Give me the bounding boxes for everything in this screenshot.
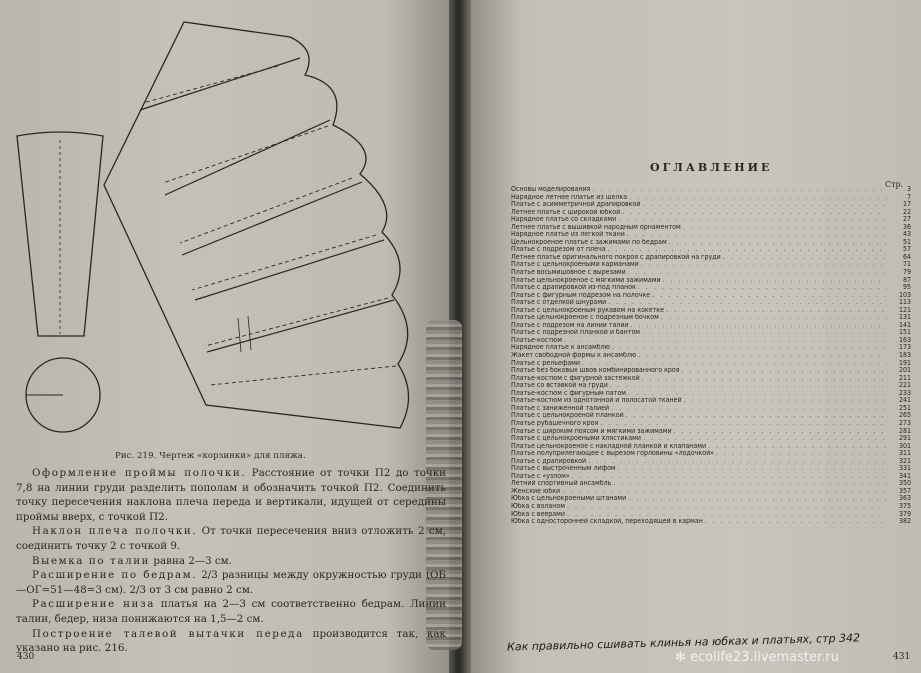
paragraph-text: Расстояние от точки П2 до точки 7,8 на линии груди разделить пополам и обозначить точкой П2. Соединить точку пересечения наклона плеча переда и вертикали, идущей от середины проймы вверх, с точкой П2.	[16, 467, 446, 523]
toc-entry-page: 321	[898, 457, 911, 465]
toc-entry	[511, 292, 911, 300]
toc-entry-page: 221	[898, 382, 911, 390]
toc-entry-page: 341	[898, 472, 911, 480]
toc-entry	[511, 344, 911, 352]
toc-leader-dots	[626, 412, 887, 420]
toc-leader-dots	[723, 254, 887, 262]
paragraph-text: равна 2—3 см.	[150, 554, 232, 567]
table-of-contents	[511, 186, 911, 526]
toc-entry-title: Платье с подрезом на линии талии	[511, 321, 629, 329]
toc-entry	[511, 443, 911, 451]
toc-entry	[511, 450, 911, 458]
toc-entry-title: Платье-костюм	[511, 336, 562, 344]
toc-entry-title: Жакет свободной формы к ансамблю	[511, 352, 637, 360]
toc-leader-dots	[663, 277, 887, 285]
toc-leader-dots	[682, 367, 887, 375]
handwritten-note: Как правильно сшивать клинья на юбках и платьях, стр 342	[506, 631, 861, 654]
toc-entry	[511, 209, 911, 217]
paragraph-text: От точки пересечения вниз отложить 2 см, соединить точку 2 с точкой 9.	[16, 525, 446, 552]
toc-leader-dots	[582, 360, 887, 368]
toc-entry	[511, 194, 911, 202]
paragraph-text: платья на 2—3 см соответственно бедрам. Линии талии, бедер, низа понижаются на 1,5—2 см.	[16, 598, 446, 625]
toc-leader-dots	[642, 375, 887, 383]
toc-entry-page: 121	[898, 306, 911, 314]
toc-entry-page: 95	[902, 284, 911, 292]
toc-entry-title: Нарядное платье к ансамблю	[511, 344, 610, 352]
toc-entry-title: Летнее платье с широкой юбкой	[511, 208, 621, 216]
toc-leader-dots	[628, 390, 887, 398]
body-text	[16, 466, 446, 656]
toc-entry-page: 163	[898, 336, 911, 344]
toc-leader-dots	[674, 428, 887, 436]
toc-entry-page: 71	[902, 261, 911, 269]
toc-entry	[511, 488, 911, 496]
pattern-drawing	[0, 0, 455, 460]
toc-entry	[511, 360, 911, 368]
toc-leader-dots	[643, 435, 887, 443]
toc-entry	[511, 495, 911, 503]
toc-leader-dots	[684, 397, 887, 405]
toc-entry	[511, 352, 911, 360]
toc-leader-dots	[600, 420, 887, 428]
toc-leader-dots	[628, 495, 887, 503]
toc-entry-title: Платье цельнокроеное с накладной планкой и клапанами	[511, 442, 707, 450]
toc-leader-dots	[642, 329, 887, 337]
toc-entry-page: 191	[898, 359, 911, 367]
toc-entry	[511, 511, 911, 519]
toc-entry-page: 43	[902, 231, 911, 239]
toc-entry	[511, 367, 911, 375]
toc-entry-page: 87	[902, 276, 911, 284]
toc-leader-dots	[611, 405, 887, 413]
toc-leader-dots	[641, 261, 887, 269]
toc-leader-dots	[661, 314, 887, 322]
paragraph-text: производится так, как указано на рис. 216.	[16, 627, 446, 655]
toc-entry	[511, 465, 911, 473]
toc-leader-dots	[631, 322, 887, 330]
toc-entry-page: 51	[902, 238, 911, 246]
paragraph-heading: Выемка по талии	[32, 554, 151, 567]
toc-leader-dots	[716, 450, 887, 458]
paragraph-heading: Расширение по бедрам.	[32, 569, 198, 582]
toc-entry	[511, 284, 911, 292]
paragraph-text: 2/3 разницы между окружностью груди (ОБ—ОГ=51—48=3 см). 2/3 от 3 см равно 2 см.	[16, 569, 446, 596]
toc-entry	[511, 480, 911, 488]
toc-entry-page: 375	[898, 502, 911, 510]
toc-entry-page: 22	[902, 208, 911, 216]
toc-entry-title: Платье с драпировкой из-под планок	[511, 284, 636, 292]
toc-leader-dots	[638, 284, 887, 292]
toc-entry-page: 357	[898, 487, 911, 495]
toc-entry-title: Платье цельнокроеное с подрезным бочком	[511, 314, 659, 322]
toc-leader-dots	[622, 209, 887, 217]
toc-entry-page: 79	[902, 269, 911, 277]
toc-entry-page: 36	[902, 223, 911, 231]
strip-pattern-piece	[17, 132, 103, 336]
toc-entry-title: Летнее платье с вышивкой народным орнаментом	[511, 223, 681, 231]
toc-entry-title: Платье-костюм из однотонной и полосатой тканей	[511, 397, 682, 405]
toc-entry-page: 265	[898, 412, 911, 420]
paragraph	[16, 568, 446, 597]
toc-entry	[511, 201, 911, 209]
toc-entry-title: Нарядное платье из легкой ткани	[511, 231, 625, 239]
toc-leader-dots	[683, 224, 887, 232]
paragraph-heading: Оформление проймы полочки.	[32, 467, 247, 479]
paragraph	[16, 554, 446, 569]
paragraph	[16, 597, 446, 626]
toc-leader-dots	[564, 337, 887, 345]
toc-leader-dots	[628, 269, 887, 277]
toc-leader-dots	[669, 239, 887, 247]
toc-entry	[511, 314, 911, 322]
toc-entry	[511, 397, 911, 405]
toc-entry	[511, 261, 911, 269]
toc-entry-title: Платье с цельнокроеными карманами	[511, 261, 639, 269]
toc-entry	[511, 412, 911, 420]
toc-entry-title: Платье с выстроченным лифом	[511, 465, 616, 473]
toc-leader-dots	[642, 201, 887, 209]
toc-entry	[511, 337, 911, 345]
watermark	[675, 650, 839, 665]
toc-entry	[511, 458, 911, 466]
toc-entry-page: 301	[898, 442, 911, 450]
toc-entry-page: 211	[898, 374, 911, 382]
toc-entry	[511, 322, 911, 330]
toc-entry-title: Платье с подрезом от плеча	[511, 246, 606, 254]
toc-entry-title: Цельнокроеное платье с зажимами по бедрам	[511, 238, 667, 246]
page-number-left: 430	[17, 652, 35, 662]
toc-entry-title: Основы моделирования	[511, 186, 591, 193]
toc-entry-page: 64	[902, 253, 911, 261]
toc-entry-title: Платье-костюм с фигурной застежкой	[511, 374, 640, 382]
toc-entry-title: Платье цельнокроеное с мягкими зажимами	[511, 276, 661, 284]
toc-entry-title: Платье рубашечного кроя	[511, 419, 599, 427]
toc-entry-title: Платье с драпировкой	[511, 457, 587, 465]
toc-leader-dots	[567, 503, 887, 511]
toc-entry	[511, 382, 911, 390]
toc-entry	[511, 269, 911, 277]
toc-entry-title: Нарядное платье со складками	[511, 216, 617, 224]
toc-entry-page: 382	[898, 518, 911, 526]
toc-entry-title: Платье полуприлегающее с вырезом горловины «лодочкой»	[511, 450, 715, 458]
toc-entry-page: 291	[898, 435, 911, 443]
toc-entry-page: 3	[906, 186, 911, 193]
toc-entry-title: Юбка с воланом	[511, 502, 565, 510]
toc-entry	[511, 246, 911, 254]
toc-entry-title: Юбка с цельнокроеными штанами	[511, 495, 627, 503]
toc-entry-page: 241	[898, 397, 911, 405]
toc-entry-title: Летнее платье оригинального покроя с драпировкой на груди	[511, 253, 721, 261]
toc-entry	[511, 224, 911, 232]
toc-entry	[511, 420, 911, 428]
toc-entry	[511, 428, 911, 436]
toc-entry-title: Женские юбки	[511, 487, 561, 495]
paragraph	[16, 627, 446, 656]
toc-entry-title: Платье с цельнокроеными хлястиками	[511, 435, 641, 443]
toc-entry-page: 141	[898, 321, 911, 329]
toc-entry-page: 131	[898, 314, 911, 322]
watermark-text: ecolife23.livemaster.ru	[690, 650, 839, 665]
toc-entry-title: Юбка с односторонней складкой, переходящей в карман	[511, 518, 703, 526]
toc-entry	[511, 503, 911, 511]
toc-leader-dots	[567, 511, 887, 519]
toc-entry	[511, 375, 911, 383]
paragraph	[16, 524, 446, 553]
toc-entry-title: Летний спортивный ансамбль	[511, 480, 612, 488]
toc-entry-title: Платье с фигурным подрезом на полочке	[511, 291, 651, 299]
toc-entry-title: Платье со вставкой на груди	[511, 382, 608, 390]
toc-page-column-label: Стр.	[885, 180, 904, 189]
toc-entry	[511, 473, 911, 481]
toc-leader-dots	[705, 518, 887, 526]
toc-entry-page: 363	[898, 495, 911, 503]
toc-entry	[511, 231, 911, 239]
toc-entry	[511, 186, 911, 194]
toc-leader-dots	[708, 443, 887, 451]
paragraph-heading: Наклон плеча полочки.	[32, 525, 198, 538]
toc-title: ОГЛАВЛЕНИЕ	[650, 161, 773, 174]
watermark-icon: ✻	[675, 650, 691, 665]
toc-leader-dots	[618, 465, 887, 473]
toc-entry-title: Платье с асимметричной драпировкой	[511, 201, 641, 209]
toc-entry-page: 233	[898, 389, 911, 397]
toc-entry-page: 281	[898, 427, 911, 435]
toc-entry	[511, 390, 911, 398]
toc-leader-dots	[638, 352, 887, 360]
toc-leader-dots	[572, 473, 887, 481]
toc-leader-dots	[629, 194, 887, 202]
toc-entry-title: Платье с «узлом»	[511, 472, 570, 480]
toc-entry-page: 113	[898, 299, 911, 307]
toc-entry-page: 17	[902, 201, 911, 209]
toc-entry-title: Платье без боковых швов комбинированного кроя	[511, 367, 680, 375]
toc-entry-page: 183	[898, 352, 911, 360]
toc-entry-title: Платье с подрезной планкой и бантом	[511, 329, 641, 337]
toc-leader-dots	[627, 231, 887, 239]
page-number-right: 431	[893, 652, 911, 662]
toc-entry	[511, 435, 911, 443]
toc-entry-page: 273	[898, 419, 911, 427]
paragraph	[16, 466, 446, 524]
toc-entry	[511, 518, 911, 526]
toc-entry-title: Платье с широким поясом и мягкими зажимами	[511, 427, 672, 435]
toc-entry-page: 201	[898, 367, 911, 375]
figure-caption: Рис. 219. Чертеж «корзинки» для пляжа.	[115, 451, 306, 461]
toc-entry-title: Платье с цельнокроеной планкой	[511, 412, 624, 420]
toc-leader-dots	[610, 382, 887, 390]
toc-entry	[511, 307, 911, 315]
toc-entry	[511, 239, 911, 247]
toc-entry-page: 151	[898, 329, 911, 337]
toc-entry-page: 103	[898, 291, 911, 299]
toc-entry	[511, 216, 911, 224]
toc-entry-title: Платье с цельнокроеным рукавом на кокетке	[511, 306, 664, 314]
toc-entry-page: 251	[898, 404, 911, 412]
toc-leader-dots	[666, 307, 887, 315]
toc-leader-dots	[588, 458, 887, 466]
toc-entry-title: Юбка с веерами	[511, 510, 565, 518]
toc-entry-page: 27	[902, 216, 911, 224]
toc-entry-title: Платье-костюм с фигурным патом	[511, 389, 627, 397]
toc-entry-page: 7	[906, 193, 911, 201]
toc-leader-dots	[608, 299, 887, 307]
toc-entry-title: Нарядное летнее платье из шелка	[511, 193, 628, 201]
toc-leader-dots	[608, 246, 887, 254]
toc-entry-page: 57	[902, 246, 911, 254]
toc-entry-page: 311	[898, 450, 911, 458]
toc-leader-dots	[613, 480, 887, 488]
toc-entry	[511, 329, 911, 337]
paragraph-heading: Построение талевой вытачки переда	[32, 627, 304, 640]
toc-entry-title: Платье с заниженной талией	[511, 404, 610, 412]
toc-leader-dots	[592, 186, 887, 194]
toc-entry	[511, 277, 911, 285]
toc-leader-dots	[562, 488, 887, 496]
toc-entry-page: 331	[898, 465, 911, 473]
paragraph-heading: Расширение низа	[32, 598, 155, 611]
toc-leader-dots	[612, 344, 887, 352]
toc-entry	[511, 299, 911, 307]
toc-leader-dots	[618, 216, 887, 224]
toc-entry-page: 350	[898, 480, 911, 488]
toc-entry-page: 379	[898, 510, 911, 518]
toc-entry	[511, 254, 911, 262]
toc-entry-page: 173	[898, 344, 911, 352]
toc-entry-title: Платье с отделкой шнурами	[511, 299, 607, 307]
toc-leader-dots	[652, 292, 887, 300]
toc-entry	[511, 405, 911, 413]
toc-entry-title: Платье восьмишовное с вырезами	[511, 269, 626, 277]
toc-entry-title: Платье с рельефами	[511, 359, 580, 367]
